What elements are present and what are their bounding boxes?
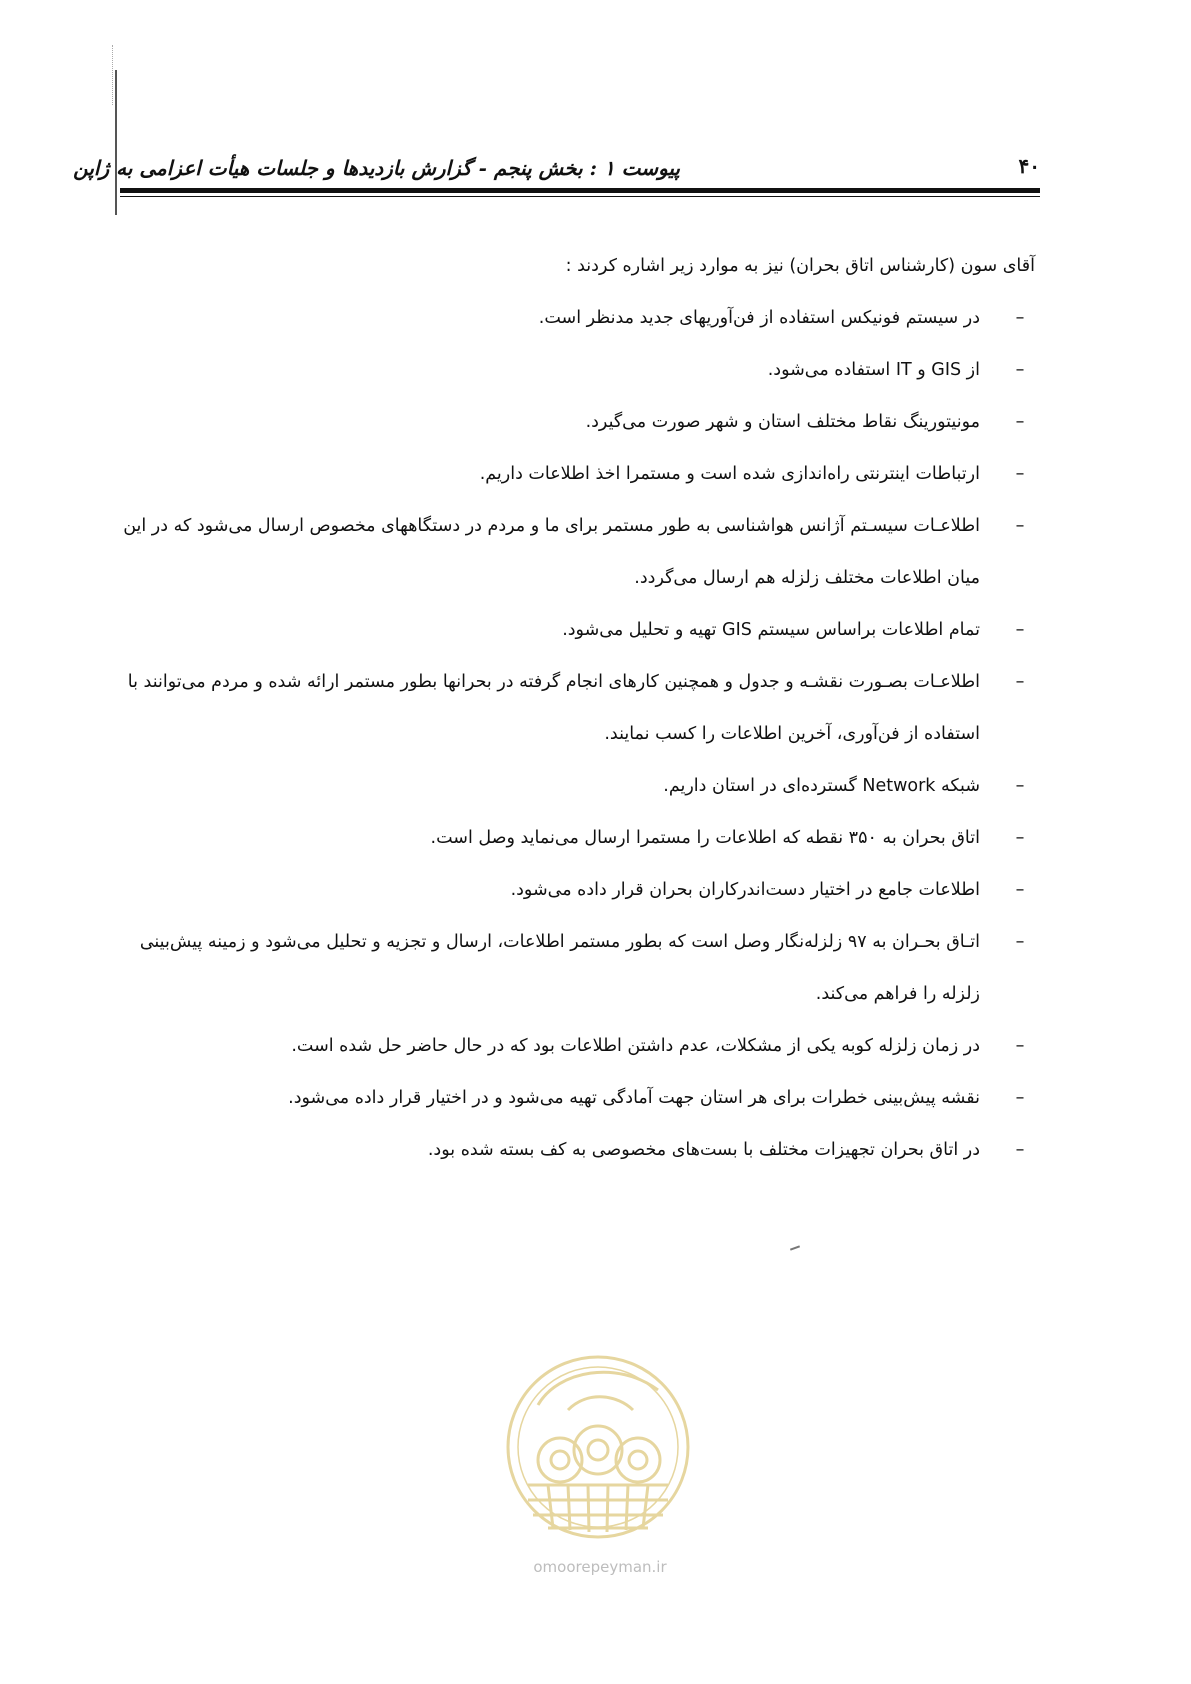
watermark-logo xyxy=(498,1350,698,1545)
watermark-seal-icon xyxy=(498,1350,698,1545)
bullet-text: در اتاق بحران تجهیزات مختلف با بست‌های مخصوصی به کف بسته شده بود. xyxy=(427,1140,980,1160)
bullet-dash: – xyxy=(1015,1036,1025,1056)
bullet-dash: – xyxy=(1015,516,1025,536)
bullet-dash: – xyxy=(1015,776,1025,796)
bullet-list xyxy=(120,292,1035,1176)
bullet-dash: – xyxy=(1015,620,1025,640)
bullet-text: از GIS و IT استفاده می‌شود. xyxy=(767,360,980,380)
list-item xyxy=(120,916,1035,1020)
list-item xyxy=(120,1124,1035,1176)
list-item xyxy=(120,396,1035,448)
bullet-text: تمام اطلاعات براساس سیستم GIS تهیه و تحلیل می‌شود. xyxy=(562,620,980,640)
bullet-dash: – xyxy=(1015,880,1025,900)
list-item xyxy=(120,500,1035,604)
watermark-url: omoorepeyman.ir xyxy=(533,1558,667,1576)
list-item xyxy=(120,864,1035,916)
bullet-text: اطلاعـات بصـورت نقشـه و جدول و همچنین کارهای انجام گرفته در بحرانها بطور مستمر ارائه شده و مردم می‌توانند با استفاده از فن‌آوری، آخرین اطلاعات را کسب نمایند. xyxy=(127,672,980,744)
bullet-text: در سیستم فونیکس استفاده از فن‌آوریهای جدید مدنظر است. xyxy=(538,308,980,328)
bullet-text: اتاق بحران به ۳۵۰ نقطه که اطلاعات را مستمرا ارسال می‌نماید وصل است. xyxy=(430,828,980,848)
document-body xyxy=(120,240,1035,1176)
bullet-text: اطلاعات جامع در اختیار دست‌اندرکاران بحران قرار داده می‌شود. xyxy=(510,880,980,900)
bullet-text: مونیتورینگ نقاط مختلف استان و شهر صورت می‌گیرد. xyxy=(585,412,980,432)
scan-speck xyxy=(790,1245,800,1250)
bullet-dash: – xyxy=(1015,932,1025,952)
header-rule-thin xyxy=(120,196,1040,197)
header-rule-thick xyxy=(120,188,1040,193)
list-item xyxy=(120,344,1035,396)
list-item xyxy=(120,448,1035,500)
bullet-dash: – xyxy=(1015,672,1025,692)
intro-paragraph: آقای سون (کارشناس اتاق بحران) نیز به موارد زیر اشاره کردند : xyxy=(565,256,1035,276)
page-header xyxy=(73,150,1040,190)
list-item xyxy=(120,760,1035,812)
header-title: پیوست ۱ : بخش پنجم - گزارش بازدیدها و جلسات هیأت اعزامی به ژاپن xyxy=(73,156,680,180)
page-edge-dots xyxy=(112,45,114,105)
bullet-text: اطلاعـات سیسـتم آژانس هواشناسی به طور مستمر برای ما و مردم در دستگاههای مخصوص ارسال می‌شود که در این میان اطلاعات مختلف زلزله هم ارسال می‌گردد. xyxy=(123,516,980,588)
bullet-text: در زمان زلزله کوبه یکی از مشکلات، عدم داشتن اطلاعات بود که در حال حاضر حل شده است. xyxy=(291,1036,980,1056)
page-binding-edge xyxy=(115,70,117,215)
list-item xyxy=(120,656,1035,760)
bullet-text: اتـاق بحـران به ۹۷ زلزله‌نگار وصل است که بطور مستمر اطلاعات، ارسال و تجزیه و تحلیل می‌شود و زمینه پیش‌بینی زلزله را فراهم می‌کند. xyxy=(139,932,980,1004)
bullet-dash: – xyxy=(1015,308,1025,328)
bullet-dash: – xyxy=(1015,1088,1025,1108)
bullet-dash: – xyxy=(1015,360,1025,380)
bullet-dash: – xyxy=(1015,1140,1025,1160)
list-item xyxy=(120,812,1035,864)
list-item xyxy=(120,1072,1035,1124)
page-number: ۴۰ xyxy=(1018,154,1040,178)
list-item xyxy=(120,604,1035,656)
bullet-dash: – xyxy=(1015,412,1025,432)
bullet-text: شبکه Network گسترده‌ای در استان داریم. xyxy=(663,776,980,796)
bullet-dash: – xyxy=(1015,828,1025,848)
list-item xyxy=(120,292,1035,344)
list-item xyxy=(120,1020,1035,1072)
bullet-text: ارتباطات اینترنتی راه‌اندازی شده است و مستمرا اخذ اطلاعات داریم. xyxy=(479,464,980,484)
bullet-text: نقشه پیش‌بینی خطرات برای هر استان جهت آمادگی تهیه می‌شود و در اختیار قرار داده می‌شود. xyxy=(288,1088,980,1108)
bullet-dash: – xyxy=(1015,464,1025,484)
